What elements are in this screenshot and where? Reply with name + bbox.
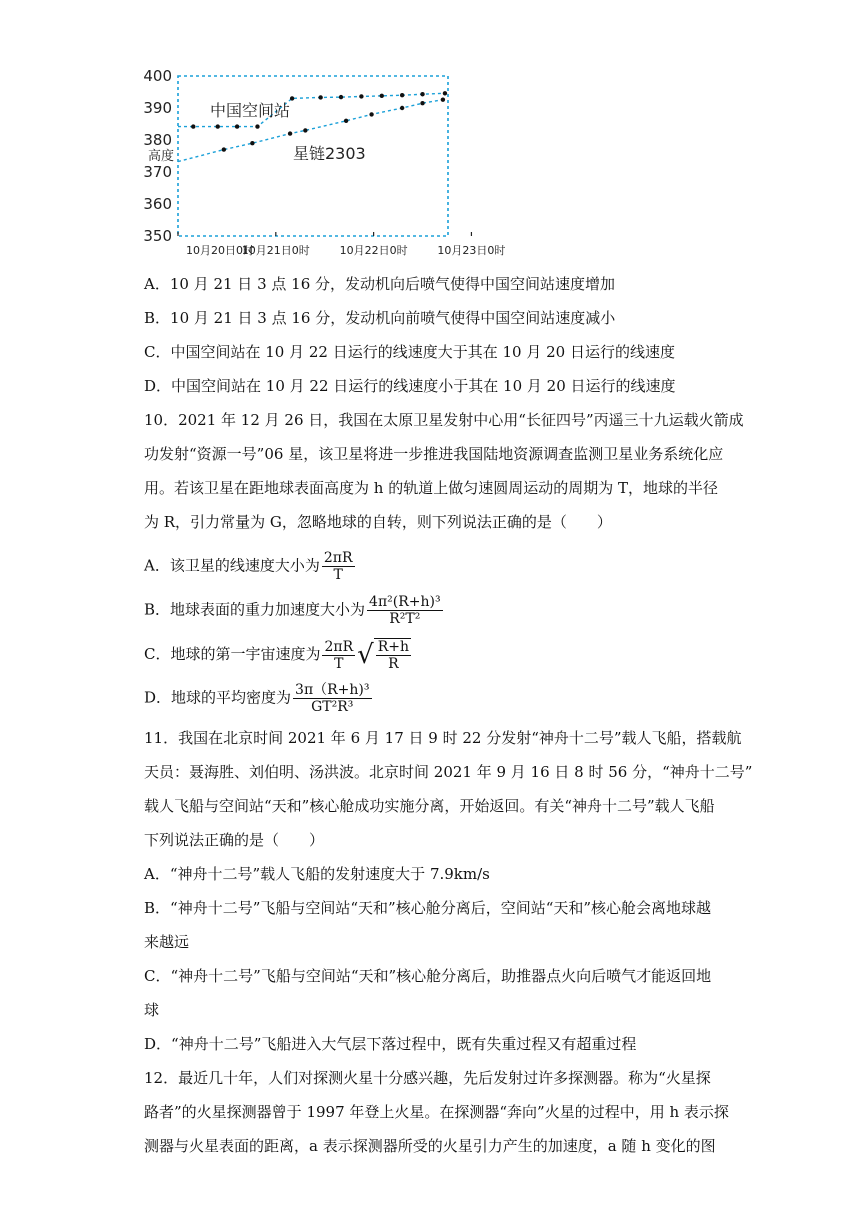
point-space-station [400,93,404,97]
point-space-station [339,95,343,99]
y-axis-label: 高度 [148,149,175,164]
fraction-denominator: GT²R³ [311,699,354,715]
point-space-station [255,124,259,128]
point-space-station [216,124,220,128]
radical-sign-icon: √ [357,640,374,670]
q10-stem-line-1: 10．2021 年 12 月 26 日，我国在太原卫星发射中心用“长征四号”丙遥三十九运载火箭成 [144,411,744,429]
point-space-station [318,95,322,99]
point-starlink [369,112,373,116]
q11-option-c: C．“神舟十二号”飞船与空间站“天和”核心舱分离后，助推器点火向后喷气才能返回地 [144,967,712,985]
point-starlink [400,106,404,110]
q11-stem-line-2: 天员：聂海胜、刘伯明、汤洪波。北京时间 2021 年 9 月 16 日 8 时 56 分，“神舟十二号” [144,763,753,781]
fraction-numerator: 3π（R+h)³ [295,682,370,698]
q9-option-b: B．10 月 21 日 3 点 16 分，发动机向前喷气使得中国空间站速度减小 [144,309,616,327]
point-space-station [420,92,424,96]
y-tick-label: 350 [143,227,172,245]
altitude-chart [140,60,506,260]
fraction-numerator: 4π²(R+h)³ [369,594,441,610]
q11-option-a: A．“神舟十二号”载人飞船的发射速度大于 7.9km/s [144,865,490,883]
x-tick-label: 10月20日0时 [186,244,254,257]
x-tick-label: 10月21日0时 [241,244,310,257]
q10-stem-line-4: 为 R，引力常量为 G，忽略地球的自转，则下列说法正确的是（ ） [144,513,612,531]
q10-option-b-formula [367,594,443,627]
y-tick-label: 380 [143,131,172,149]
point-space-station [359,94,363,98]
legend-space-station: 中国空间站 [210,101,291,120]
q10-option-a-text: A．该卫星的线速度大小为 [144,556,320,575]
q10-option-a-formula [322,550,355,583]
q10-option-c-formula [322,639,355,672]
q10-option-d-formula [293,682,371,715]
point-starlink [222,147,226,151]
point-starlink [441,97,445,101]
q10-option-c-text: C．地球的第一宇宙速度为 [144,645,321,663]
fraction-numerator: R+h [377,639,410,655]
y-tick-label: 370 [143,163,172,181]
point-starlink [303,128,307,132]
legend-starlink: 星链2303 [293,144,366,163]
q11-option-b: B．“神舟十二号”飞船与空间站“天和”核心舱分离后，空间站“天和”核心舱会离地球越 [144,899,712,917]
point-space-station [290,96,294,100]
point-space-station [443,91,447,95]
y-tick-label: 390 [143,99,172,117]
q11-stem-line-1: 11．我国在北京时间 2021 年 6 月 17 日 9 时 22 分发射“神舟十二号”载人飞船，搭载航 [144,729,742,747]
square-root [357,638,411,672]
q12-stem-line-1: 12．最近几十年，人们对探测火星十分感兴趣，先后发射过许多探测器。称为“火星探 [144,1069,711,1087]
q12-stem-line-2: 路者”的火星探测器曾于 1997 年登上火星。在探测器“奔向”火星的过程中，用 h 表示探 [144,1103,729,1121]
point-starlink [344,119,348,123]
q9-option-c: C．中国空间站在 10 月 22 日运行的线速度大于其在 10 月 20 日运行的线速度 [144,343,675,361]
point-space-station [380,94,384,98]
q10-option-d [144,682,372,715]
fraction-numerator: 2πR [324,638,354,655]
fraction-numerator: 2πR [323,550,353,566]
point-starlink [250,141,254,145]
q9-option-d: D．中国空间站在 10 月 22 日运行的线速度小于其在 10 月 20 日运行的线速度 [144,377,676,395]
fraction-denominator: T [334,655,344,672]
x-tick-label: 10月22日0时 [339,244,408,257]
q11-option-d: D．“神舟十二号”飞船进入大气层下落过程中，既有失重过程又有超重过程 [144,1035,637,1053]
fraction-denominator: R²T² [389,611,421,627]
fraction-denominator: R [388,656,399,672]
fraction-denominator: T [333,567,343,583]
q10-option-b [144,594,443,627]
q11-option-c-cont: 球 [144,1001,160,1019]
q10-option-b-text: B．地球表面的重力加速度大小为 [144,600,366,619]
radicand-fraction [376,639,411,672]
q11-option-b-cont: 来越远 [144,933,190,951]
q10-stem-line-2: 功发射“资源一号”06 星，该卫星将进一步推进我国陆地资源调查监测卫星业务系统化应 [144,445,724,463]
q12-stem-line-3: 测器与火星表面的距离，a 表示探测器所受的火星引力产生的加速度，a 随 h 变化的图 [144,1137,716,1155]
q10-option-d-text: D．地球的平均密度为 [144,688,292,707]
point-space-station [235,124,239,128]
y-tick-label: 360 [143,195,172,213]
q10-option-a [144,550,355,583]
q9-option-a: A．10 月 21 日 3 点 16 分，发动机向后喷气使得中国空间站速度增加 [144,275,616,293]
x-tick-label: 10月23日0时 [437,244,506,257]
point-space-station [191,124,195,128]
point-starlink [420,101,424,105]
q10-option-c [144,638,411,672]
q11-stem-line-4: 下列说法正确的是（ ） [144,831,325,849]
point-starlink [288,131,292,135]
y-tick-label: 400 [143,67,172,85]
q10-stem-line-3: 用。若该卫星在距地球表面高度为 h 的轨道上做匀速圆周运动的周期为 T，地球的半径 [144,479,718,497]
q11-stem-line-3: 载人飞船与空间站“天和”核心舱成功实施分离，开始返回。有关“神舟十二号”载人飞船 [144,797,715,815]
